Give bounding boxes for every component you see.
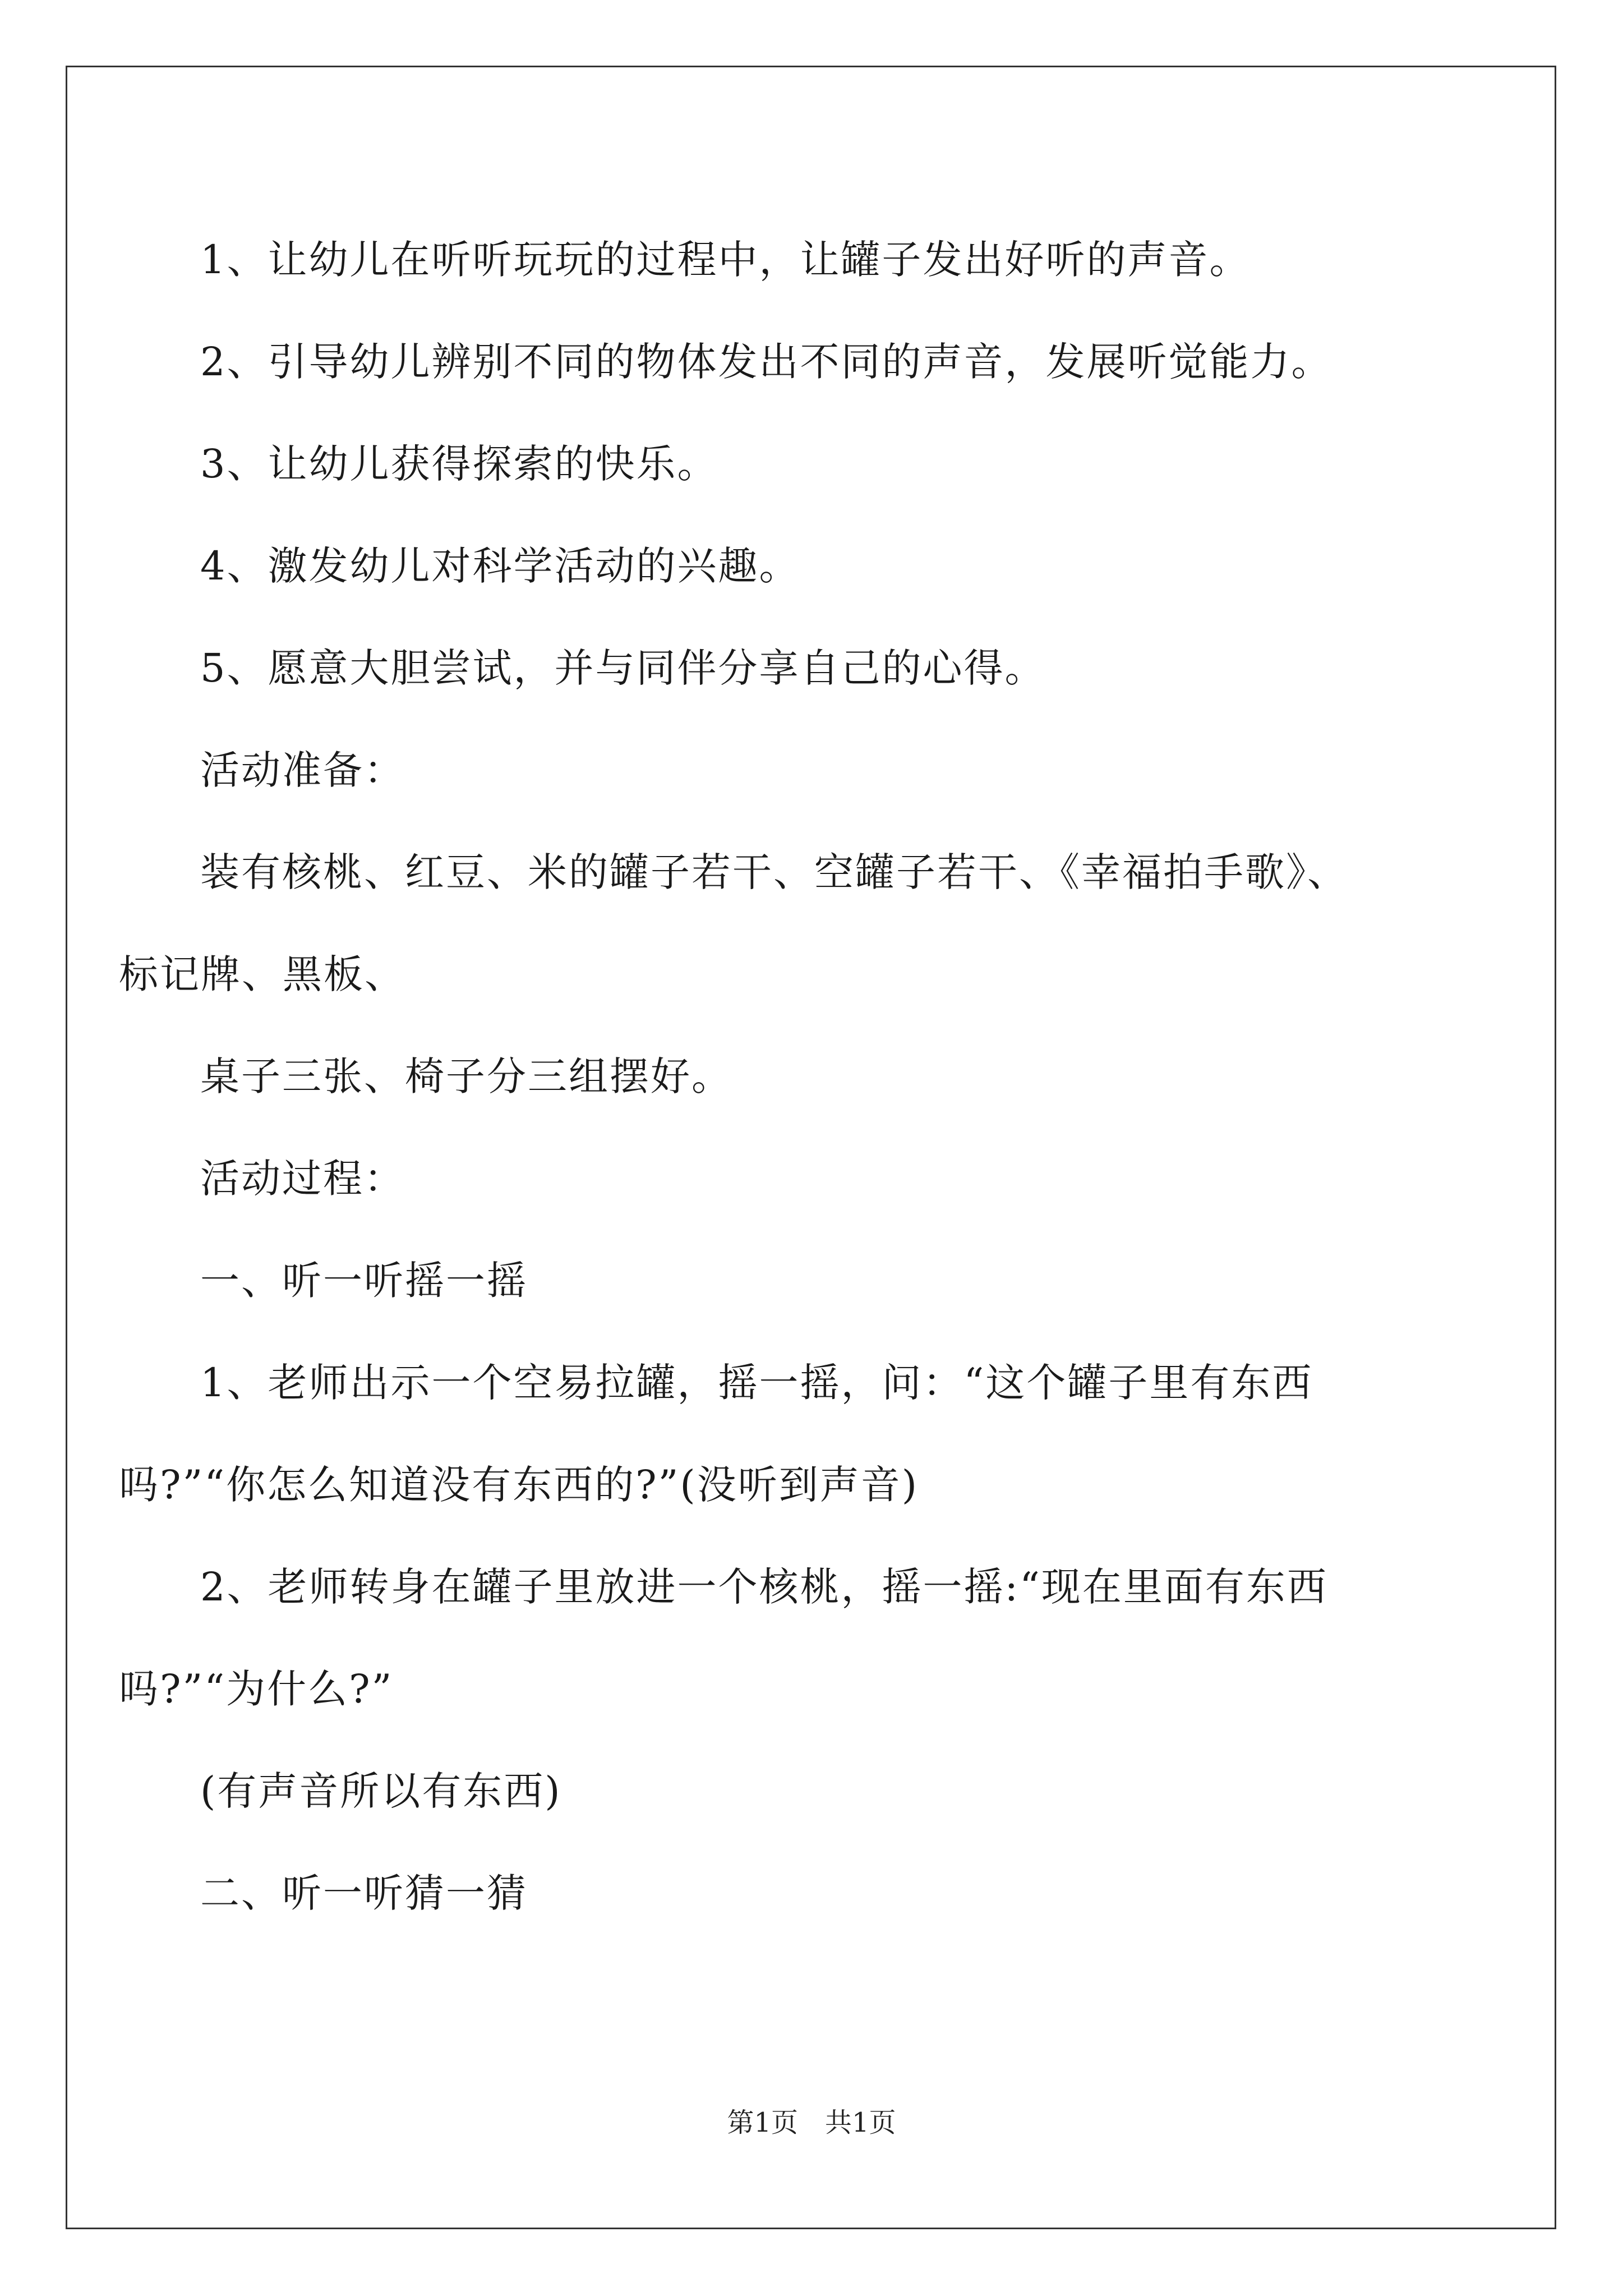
- section-heading: 活动准备：: [200, 747, 405, 793]
- paragraph-line: 4、激发幼儿对科学活动的兴趣。: [200, 543, 800, 589]
- paragraph-line: 3、让幼儿获得探索的快乐。: [200, 441, 718, 487]
- paragraph-line: (有声音所以有东西): [200, 1768, 562, 1814]
- paragraph-line-continued: 标记牌、黑板、: [119, 951, 405, 997]
- page-number-footer: 第1页 共1页: [727, 2107, 896, 2138]
- document-body: [119, 209, 1440, 1944]
- paragraph-line: 装有核桃、红豆、米的罐子若干、空罐子若干、《幸福拍手歌》、: [200, 849, 1348, 895]
- paragraph-line-continued: 吗?”“你怎么知道没有东西的?”(没听到声音): [119, 1462, 919, 1508]
- paragraph-line: 5、愿意大胆尝试，并与同伴分享自己的心得。: [200, 645, 1046, 691]
- subsection-heading: 一、听一听摇一摇: [200, 1258, 528, 1304]
- paragraph-line: 1、让幼儿在听听玩玩的过程中，让罐子发出好听的声音。: [200, 237, 1251, 283]
- section-heading: 活动过程：: [200, 1156, 405, 1202]
- paragraph-line: 1、老师出示一个空易拉罐，摇一摇，问：“这个罐子里有东西: [200, 1360, 1313, 1406]
- paragraph-line: 桌子三张、椅子分三组摆好。: [200, 1053, 732, 1099]
- paragraph-line: 2、引导幼儿辨别不同的物体发出不同的声音，发展听觉能力。: [200, 339, 1332, 385]
- paragraph-line-continued: 吗?”“为什么?”: [119, 1666, 394, 1712]
- paragraph-line: 2、老师转身在罐子里放进一个核桃，摇一摇:“现在里面有东西: [200, 1564, 1328, 1610]
- subsection-heading: 二、听一听猜一猜: [200, 1870, 528, 1916]
